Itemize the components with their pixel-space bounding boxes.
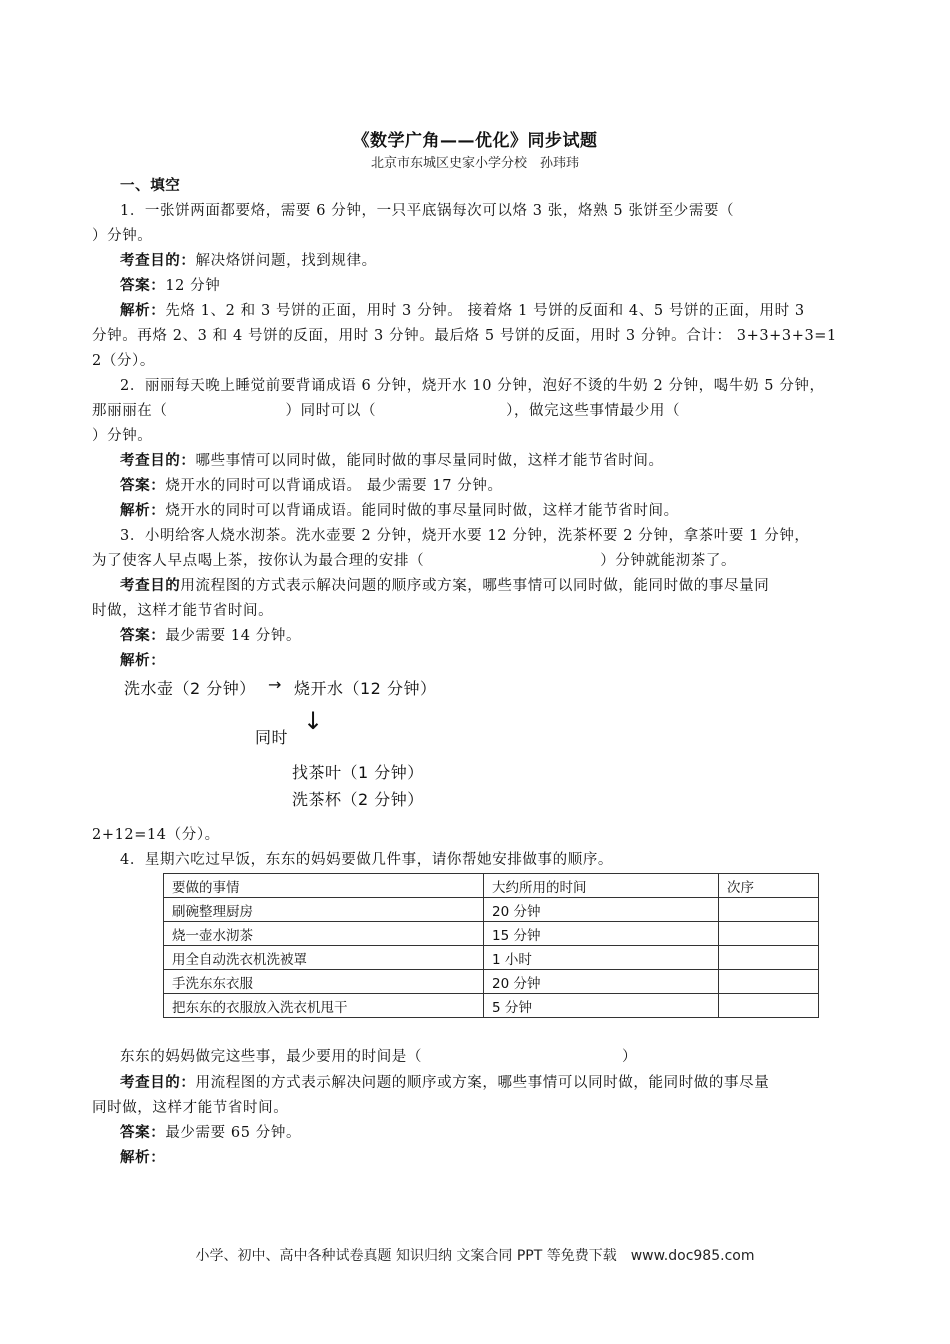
q2-text-b: ）同时可以（ (285, 403, 377, 419)
page-title: 《数学广角——优化》同步试题 (352, 131, 598, 151)
section-heading: 一、填空 (120, 178, 181, 194)
flow-simultaneous-label: 同时 (255, 728, 289, 747)
q3-line1: 3．小明给客人烧水沏茶。洗水壶要 2 分钟，烧开水要 12 分钟，洗茶杯要 2 分钟，拿茶叶要 1 分钟， (120, 528, 810, 544)
q4-answer-label: 答案： (120, 1125, 166, 1141)
q1-purpose-text: 解决烙饼问题，找到规律。 (195, 253, 377, 269)
q4-purpose-text: 用流程图的方式表示解决问题的顺序或方案，哪些事情可以同时做，能同时做的事尽量 (195, 1075, 770, 1091)
table-cell (719, 946, 819, 970)
q2-text-c: ），做完这些事情最少用（ (506, 403, 681, 419)
table-row (164, 922, 819, 946)
table-cell: 5 分钟 (484, 994, 719, 1018)
table-cell: 刷碗整理厨房 (164, 898, 484, 922)
table-cell: 把东东的衣服放入洗衣机甩干 (164, 994, 484, 1018)
q4-purpose-label: 考查目的： (120, 1075, 196, 1091)
table-cell (719, 922, 819, 946)
q3-result: 2+12=14（分）。 (92, 827, 220, 843)
flow-right-arrow-icon: → (268, 675, 282, 694)
q2-analysis (120, 499, 679, 524)
q3-answer-label: 答案： (120, 628, 166, 644)
q1-analysis-label: 解析： (120, 303, 166, 319)
q2-analysis-text: 烧开水的同时可以背诵成语。能同时做的事尽量同时做，这样才能节省时间。 (165, 503, 679, 519)
table-row (164, 898, 819, 922)
q4-text-a: 东东的妈妈做完这些事，最少要用的时间是（ (120, 1049, 422, 1065)
q3-analysis-label: 解析： (120, 653, 166, 669)
q1-line1: 1．一张饼两面都要烙，需要 6 分钟，一只平底锅每次可以烙 3 张，烙熟 5 张饼至少需要（ (120, 203, 735, 219)
table-cell: 用全自动洗衣机洗被罩 (164, 946, 484, 970)
table-cell: 手洗东东衣服 (164, 970, 484, 994)
q1-answer-text: 12 分钟 (165, 278, 221, 294)
q2-answer (120, 474, 503, 499)
table-cell (719, 994, 819, 1018)
q3-purpose-line2: 时做，这样才能节省时间。 (92, 603, 274, 619)
flow-step-boil-water: 烧开水（12 分钟） (294, 679, 437, 698)
table-cell: 1 小时 (484, 946, 719, 970)
table-cell (719, 898, 819, 922)
flow-step-wash-kettle: 洗水壶（2 分钟） (124, 679, 256, 698)
table-cell (719, 970, 819, 994)
table-header-cell: 大约所用的时间 (484, 874, 719, 898)
table-cell: 15 分钟 (484, 922, 719, 946)
table-row (164, 946, 819, 970)
task-table (163, 873, 819, 1018)
q2-analysis-label: 解析： (120, 503, 166, 519)
q2-text-a: 那丽丽在（ (92, 403, 168, 419)
q2-purpose-label: 考查目的： (120, 453, 196, 469)
q4-answer (120, 1121, 301, 1146)
q3-text-a: 为了使客人早点喝上茶，按你认为最合理的安排（ (92, 553, 425, 569)
q2-line1: 2．丽丽每天晚上睡觉前要背诵成语 6 分钟，烧开水 10 分钟，泡好不烫的牛奶 2 分钟，喝牛奶 5 分钟， (120, 378, 825, 394)
q1-analysis-line2: 分钟。再烙 2、3 和 4 号饼的反面，用时 3 分钟。最后烙 5 号饼的反面，用时 3 分钟。合计： 3+3+3+3=1 (92, 328, 837, 344)
flow-step-find-tea: 找茶叶（1 分钟） (292, 763, 424, 782)
q3-purpose-label: 考查目的 (120, 578, 181, 594)
q3-line2 (92, 549, 736, 574)
q4-answer-text: 最少需要 65 分钟。 (165, 1125, 302, 1141)
q4-line1: 4．星期六吃过早饭，东东的妈妈要做几件事，请你帮她安排做事的顺序。 (120, 852, 614, 868)
q2-purpose-text: 哪些事情可以同时做，能同时做的事尽量同时做，这样才能节省时间。 (195, 453, 664, 469)
q2-answer-label: 答案： (120, 478, 166, 494)
q1-analysis-line1 (120, 299, 805, 324)
flow-down-arrow-icon: ↓ (303, 707, 324, 735)
q3-answer (120, 624, 301, 649)
author-line: 北京市东城区史家小学分校 孙玮玮 (370, 156, 579, 171)
q2-answer-text: 烧开水的同时可以背诵成语。 最少需要 17 分钟。 (165, 478, 503, 494)
table-cell: 20 分钟 (484, 898, 719, 922)
q4-analysis-label: 解析： (120, 1150, 166, 1166)
q1-answer-label: 答案： (120, 278, 166, 294)
q3-purpose-text: 用流程图的方式表示解决问题的顺序或方案，哪些事情可以同时做，能同时做的事尽量同 (180, 578, 770, 594)
q2-line2 (92, 399, 680, 424)
page-footer: 小学、初中、高中各种试卷真题 知识归纳 文案合同 PPT 等免费下载 www.doc985.com (195, 1248, 755, 1264)
q1-purpose-label: 考查目的： (120, 253, 196, 269)
q3-purpose-line1 (120, 574, 769, 599)
table-row (164, 994, 819, 1018)
q4-purpose-line2: 同时做，这样才能节省时间。 (92, 1100, 289, 1116)
q1-line2: ）分钟。 (92, 228, 153, 244)
q1-analysis-text: 先烙 1、2 和 3 号饼的正面，用时 3 分钟。 接着烙 1 号饼的反面和 4、5 号饼的正面，用时 3 (165, 303, 805, 319)
q1-analysis-line3: 2（分）。 (92, 353, 155, 369)
q3-answer-text: 最少需要 14 分钟。 (165, 628, 302, 644)
flow-step-wash-cups: 洗茶杯（2 分钟） (292, 790, 424, 809)
table-cell: 烧一壶水沏茶 (164, 922, 484, 946)
q2-line3: ）分钟。 (92, 428, 153, 444)
q2-purpose (120, 449, 664, 474)
q1-purpose (120, 249, 377, 274)
q3-text-b: ）分钟就能沏茶了。 (600, 553, 737, 569)
q4-text-b: ） (622, 1049, 638, 1065)
table-cell: 20 分钟 (484, 970, 719, 994)
table-header-cell: 要做的事情 (164, 874, 484, 898)
table-header-row (164, 874, 819, 898)
q1-answer (120, 274, 220, 299)
q4-purpose-line1 (120, 1071, 769, 1096)
q4-after-table (120, 1045, 637, 1070)
table-header-cell: 次序 (719, 874, 819, 898)
table-row (164, 970, 819, 994)
